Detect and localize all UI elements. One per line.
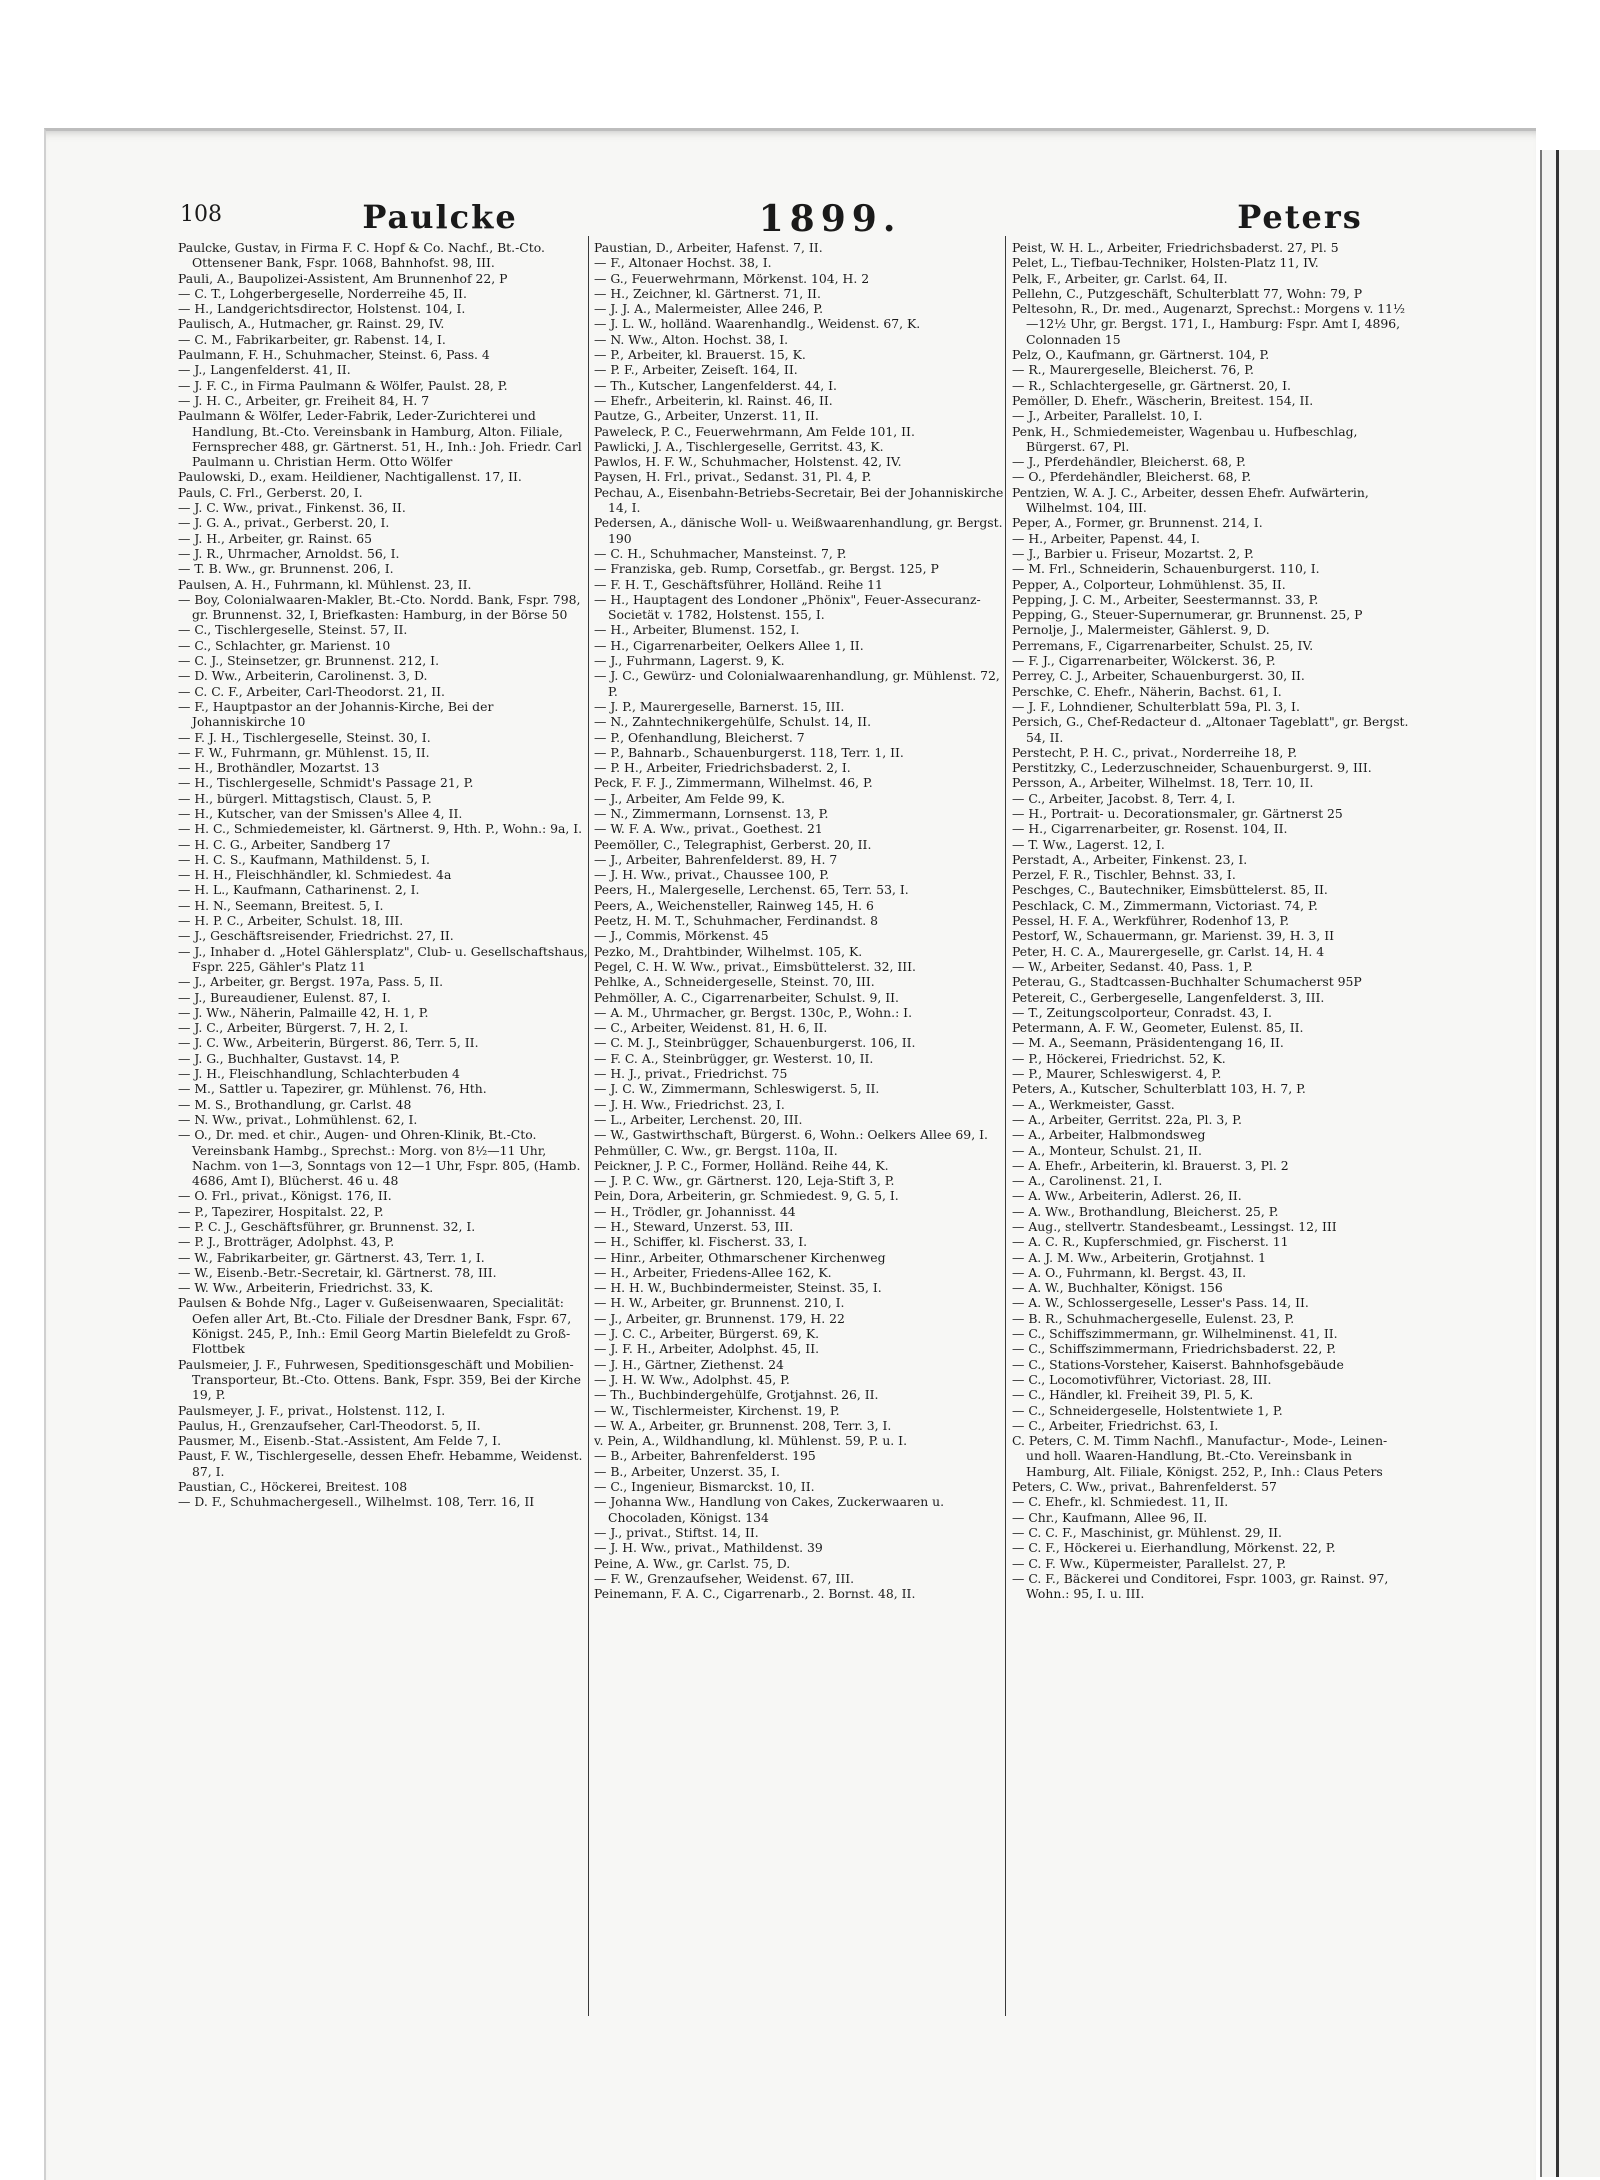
directory-entry: Peickner, J. P. C., Former, Holländ. Reihe 44, K. [594,1157,889,1173]
directory-entry: Peter, H. C. A., Maurergeselle, gr. Carlst. 14, H. 4 [1012,943,1325,959]
directory-entry: — H. H. W., Buchbindermeister, Steinst. 35, I. [594,1280,882,1296]
directory-entry: — H. C. S., Kaufmann, Mathildenst. 5, I. [178,851,430,867]
directory-entry: Paulmann & Wölfer, Leder-Fabrik, Leder-Zurichterei und Handlung, Bt.-Cto. Vereinsbank in Hamburg, Alton. Filiale, Fernsprecher 488, gr. Gärtnerst. 51, H., Inh.: Joh. Friedr. Carl Paulmann u. Christian Herm. Otto Wölfer [178,408,582,470]
directory-entry: — J. H., Gärtner, Ziethenst. 24 [594,1356,784,1372]
directory-entry: — G., Feuerwehrmann, Mörkenst. 104, H. 2 [594,270,870,286]
directory-entry: Pein, Dora, Arbeiterin, gr. Schmiedest. 9, G. 5, I. [594,1188,899,1204]
directory-entry: — J., Barbier u. Friseur, Mozartst. 2, P. [1012,545,1254,561]
directory-entry: — W., Tischlermeister, Kirchenst. 19, P. [594,1402,840,1418]
directory-entry: — H. C., Schmiedemeister, kl. Gärtnerst. 9, Hth. P., Wohn.: 9a, I. [178,821,583,837]
directory-entry: Peers, H., Malergeselle, Lerchenst. 65, Terr. 53, I. [594,882,909,898]
directory-entry: — H., Kutscher, van der Smissen's Allee 4, II. [178,805,463,821]
directory-entry: — Ehefr., Arbeiterin, kl. Rainst. 46, II. [594,392,833,408]
directory-entry: — J., Commis, Mörkenst. 45 [594,928,769,944]
directory-entry: Peemöller, C., Telegraphist, Gerberst. 20, II. [594,836,872,852]
directory-entry: — J. H., Arbeiter, gr. Rainst. 65 [178,530,372,546]
directory-entry: — J. P. C. Ww., gr. Gärtnerst. 120, Leja-Stift 3, P. [594,1173,895,1189]
directory-entry: — H., Arbeiter, Blumenst. 152, I. [594,622,800,638]
directory-entry: — C., Stations-Vorsteher, Kaiserst. Bahnhofsgebäude [1012,1356,1344,1372]
directory-entry: — H., bürgerl. Mittagstisch, Claust. 5, P. [178,790,432,806]
directory-entry: Peers, A., Weichensteller, Rainweg 145, H. 6 [594,897,874,913]
directory-entry: — C., Arbeiter, Jacobst. 8, Terr. 4, I. [1012,790,1236,806]
directory-entry: Paulsen, A. H., Fuhrmann, kl. Mühlenst. 23, II. [178,576,472,592]
directory-entry: — F. H. T., Geschäftsführer, Holländ. Reihe 11 [594,576,883,592]
directory-entry: — A. W., Schlossergeselle, Lesser's Pass. 14, II. [1012,1295,1309,1311]
directory-entry: Perremans, F., Cigarrenarbeiter, Schulst. 25, IV. [1012,637,1314,653]
directory-entry: — C., Locomotivführer, Victoriast. 28, III. [1012,1371,1272,1387]
directory-entry: Pehlke, A., Schneidergeselle, Steinst. 70, III. [594,974,875,990]
directory-entry: — Johanna Ww., Handlung von Cakes, Zuckerwaaren u. Chocoladen, Königst. 134 [594,1494,945,1525]
directory-entry: Paulowski, D., exam. Heildiener, Nachtigallenst. 17, II. [178,469,522,485]
directory-entry: — J., Inhaber d. „Hotel Gählersplatz", Club- u. Gesellschaftshaus, Fspr. 225, Gähler's Platz 11 [178,943,588,974]
directory-entry: — A. Ww., Arbeiterin, Adlerst. 26, II. [1012,1188,1242,1204]
directory-entry: — Th., Kutscher, Langenfelderst. 44, I. [594,377,837,393]
directory-entry: — J., Arbeiter, Bahrenfelderst. 89, H. 7 [594,851,838,867]
directory-entry: — P. J., Brotträger, Adolphst. 43, P. [178,1234,395,1250]
directory-entry: v. Pein, A., Wildhandlung, kl. Mühlenst. 59, P. u. I. [594,1433,908,1449]
directory-entry: Paulmann, F. H., Schuhmacher, Steinst. 6, Pass. 4 [178,347,490,363]
directory-entry: — P. F., Arbeiter, Zeiseſt. 164, II. [594,362,798,378]
directory-entry: Pessel, H. F. A., Werkführer, Rodenhof 13, P. [1012,913,1290,929]
directory-entry: — C., Tischlergeselle, Steinst. 57, II. [178,622,408,638]
directory-entry: — C. F., Höckerei u. Eierhandlung, Mörkenst. 22, P. [1012,1540,1336,1556]
directory-entry: — B. R., Schuhmachergeselle, Eulenst. 23, P. [1012,1310,1295,1326]
directory-entry: Peterau, G., Stadtcassen-Buchhalter Schumacherst 95P [1012,974,1362,990]
directory-entry: — W. F. A. Ww., privat., Goethest. 21 [594,821,823,837]
directory-entry: — J., Fuhrmann, Lagerst. 9, K. [594,653,785,669]
directory-entry: — P., Bahnarb., Schauenburgerst. 118, Terr. 1, II. [594,744,904,760]
directory-entry: — A., Monteur, Schulst. 21, II. [1012,1142,1202,1158]
directory-entry: — P., Tapezirer, Hospitalst. 22, P. [178,1203,384,1219]
directory-entry: — A. J. M. Ww., Arbeiterin, Grotjahnst. 1 [1012,1249,1266,1265]
directory-entry: — O. Frl., privat., Königst. 176, II. [178,1188,392,1204]
directory-entry: Peist, W. H. L., Arbeiter, Friedrichsbaderst. 27, Pl. 5 [1012,240,1339,255]
directory-entry: — C., Schlachter, gr. Marienst. 10 [178,637,391,653]
directory-entry: — B., Arbeiter, Unzerst. 35, I. [594,1463,780,1479]
directory-entry: — H. H., Fleischhändler, kl. Schmiedest. 4a [178,867,452,883]
directory-entry: Persson, A., Arbeiter, Wilhelmst. 18, Terr. 10, II. [1012,775,1314,791]
directory-entry: Peschlack, C. M., Zimmermann, Victoriast. 74, P. [1012,897,1318,913]
directory-entry: Peltesohn, R., Dr. med., Augenarzt, Sprechst.: Morgens v. 11½—12½ Uhr, gr. Bergst. 171, I., Hamburg: Fspr. Amt I, 4896, Colonnaden 15 [1012,301,1406,347]
directory-entry: — J. P., Maurergeselle, Barnerst. 15, III. [594,698,845,714]
directory-entry: Peters, A., Kutscher, Schulterblatt 103, H. 7, P. [1012,1081,1306,1097]
directory-entry: — J. H. Ww., privat., Chaussee 100, P. [594,867,830,883]
directory-entry: Pellehn, C., Putzgeschäft, Schulterblatt 77, Wohn: 79, P [1012,285,1363,301]
directory-entry: Perstecht, P. H. C., privat., Norderreihe 18, P. [1012,744,1298,760]
directory-entry: — H., Zeichner, kl. Gärtnerst. 71, II. [594,285,821,301]
directory-entry: — Aug., stellvertr. Standesbeamt., Lessingst. 12, III [1012,1219,1337,1234]
directory-entry: Pentzien, W. A. J. C., Arbeiter, dessen Ehefr. Aufwärterin, Wilhelmst. 104, III. [1012,484,1369,516]
directory-entry: Paysen, H. Frl., privat., Sedanst. 31, Pl. 4, P. [594,469,872,485]
directory-entry: Pelet, L., Tiefbau-Techniker, Holsten-Platz 11, IV. [1012,255,1319,271]
directory-entry: Pezko, M., Drahtbinder, Wilhelmst. 105, K. [594,943,863,959]
binding-edge [1556,150,1559,2177]
directory-entry: Pepping, J. C. M., Arbeiter, Seestermannst. 33, P. [1012,591,1319,607]
directory-entry: Pauli, A., Baupolizei-Assistent, Am Brunnenhof 22, P [178,270,508,286]
directory-entry: Pepper, A., Colporteur, Lohmühlenst. 35, II. [1012,576,1286,592]
directory-entry: — L., Arbeiter, Lerchenst. 20, III. [594,1111,803,1127]
directory-entry: — A. O., Fuhrmann, kl. Bergst. 43, II. [1012,1264,1247,1280]
directory-column-2 [594,240,1004,2020]
directory-entry: — H., Portrait- u. Decorationsmaler, gr. Gärtnerst 25 [1012,805,1343,821]
directory-entry: — J. H. C., Arbeiter, gr. Freiheit 84, H. 7 [178,392,430,408]
directory-entry: — C., Schiffszimmermann, Friedrichsbaderst. 22, P. [1012,1341,1336,1357]
directory-entry: — T. B. Ww., gr. Brunnenst. 206, I. [178,561,394,577]
page-number: 108 [180,202,222,227]
directory-entry: — J., Arbeiter, Parallelst. 10, I. [1012,408,1203,424]
directory-entry: — A., Werkmeister, Gasst. [1012,1096,1175,1112]
directory-entry: Pedersen, A., dänische Woll- u. Weißwaarenhandlung, gr. Bergst. 190 [594,515,1003,546]
directory-entry: — H. W., Arbeiter, gr. Brunnenst. 210, I. [594,1295,845,1311]
directory-entry: Peper, A., Former, gr. Brunnenst. 214, I. [1012,515,1263,531]
directory-entry: — H. P. C., Arbeiter, Schulst. 18, III. [178,913,404,929]
directory-entry: — H., Hauptagent des Londoner „Phönix", Feuer-Assecuranz-Societät v. 1782, Holstenst. 155, I. [594,591,981,623]
directory-entry: — H. J., privat., Friedrichst. 75 [594,1066,788,1082]
directory-entry: Paustian, D., Arbeiter, Hafenst. 7, II. [594,240,823,255]
directory-entry: — J., Arbeiter, gr. Brunnenst. 179, H. 22 [594,1310,845,1326]
directory-entry: — R., Maurergeselle, Bleicherst. 76, P. [1012,362,1254,378]
directory-entry: — R., Schlachtergeselle, gr. Gärtnerst. 20, I. [1012,377,1291,393]
directory-entry: Perstadt, A., Arbeiter, Finkenst. 23, I. [1012,851,1248,867]
directory-entry: — A., Carolinenst. 21, I. [1012,1173,1163,1189]
directory-entry: Paulsmeyer, J. F., privat., Holstenst. 112, I. [178,1402,446,1418]
directory-entry: — O., Dr. med. et chir., Augen- und Ohren-Klinik, Bt.-Cto. Vereinsbank Hambg., Sprechst.: Morg. von 8½—11 Uhr, Nachm. von 1—3, Sonntags von 12—1 Uhr, Fspr. 805, (Hamb. 4686, Amt I), Blücherst. 46 u. 48 [178,1127,581,1189]
directory-entry: — C., Ingenieur, Bismarckst. 10, II. [594,1479,815,1495]
directory-entry: — F., Hauptpastor an der Johannis-Kirche, Bei der Johanniskirche 10 [178,698,494,730]
directory-entry: — A., Arbeiter, Gerritst. 22a, Pl. 3, P. [1012,1111,1242,1127]
directory-entry: — J., Langenfelderst. 41, II. [178,362,351,378]
directory-entry: — D. Ww., Arbeiterin, Carolinenst. 3, D. [178,668,428,684]
directory-entry: Peinemann, F. A. C., Cigarrenarb., 2. Bornst. 48, II. [594,1586,916,1602]
directory-entry: — C., Arbeiter, Friedrichst. 63, I. [1012,1417,1219,1433]
directory-entry: — O., Pferdehändler, Bleicherst. 68, P. [1012,469,1252,485]
directory-entry: — H., Steward, Unzerst. 53, III. [594,1219,794,1234]
directory-entry: — C., Schneidergeselle, Holstentwiete 1, P. [1012,1402,1283,1418]
directory-entry: — H., Schiffer, kl. Fischerst. 33, I. [594,1234,808,1250]
directory-entry: — P., Maurer, Schleswigerst. 4, P. [1012,1066,1222,1082]
directory-entry: — H., Trödler, gr. Johannisst. 44 [594,1203,796,1219]
directory-entry: Petermann, A. F. W., Geometer, Eulenst. 85, II. [1012,1020,1304,1036]
directory-entry: — P., Höckerei, Friedrichst. 52, K. [1012,1050,1226,1066]
directory-entry: — A., Arbeiter, Halbmondsweg [1012,1127,1206,1143]
directory-entry: Pawlos, H. F. W., Schuhmacher, Holstenst. 42, IV. [594,454,902,470]
column-rule [1005,236,1006,2016]
directory-entry: — J. Ww., Näherin, Palmaille 42, H. 1, P. [178,1004,429,1020]
directory-entry: — Th., Buchbindergehülfe, Grotjahnst. 26, II. [594,1387,879,1403]
directory-entry: — T., Zeitungscolporteur, Conradst. 43, I. [1012,1004,1272,1020]
directory-entry: Pawlicki, J. A., Tischlergeselle, Gerritst. 43, K. [594,438,884,454]
directory-entry: — C. Ehefr., kl. Schmiedest. 11, II. [1012,1494,1229,1510]
directory-entry: — M. S., Brothandlung, gr. Carlst. 48 [178,1096,412,1112]
directory-entry: — C. M. J., Steinbrügger, Schauenburgerst. 106, II. [594,1035,916,1051]
year-heading: 1899. [758,198,902,240]
right-running-head: Peters [1237,198,1363,236]
directory-entry: — J. C. W., Zimmermann, Schleswigerst. 5, II. [594,1081,880,1097]
directory-entry: — J. C. C., Arbeiter, Bürgerst. 69, K. [594,1326,820,1342]
directory-entry: — F. J. H., Tischlergeselle, Steinst. 30, I. [178,729,431,745]
directory-entry: — P., Arbeiter, kl. Brauerst. 15, K. [594,347,806,363]
directory-entry: Pegel, C. H. W. Ww., privat., Eimsbüttelerst. 32, III. [594,958,916,974]
directory-entry: C. Peters, C. M. Timm Nachfl., Manufactur-, Mode-, Leinen- und holl. Waaren-Handlung, Bt.-Cto. Vereinsbank in Hamburg, Alt. Filiale, Königst. 252, P., Inh.: Claus Peters [1012,1433,1388,1479]
directory-entry: Perstitzky, C., Lederzuschneider, Schauenburgerst. 9, III. [1012,760,1372,776]
directory-entry: — C. F. Ww., Küpermeister, Parallelst. 27, P. [1012,1555,1287,1571]
directory-entry: — J., Arbeiter, Am Felde 99, K. [594,790,785,806]
directory-entry: — J. H. W. Ww., Adolphst. 45, P. [594,1371,790,1387]
directory-entry: — J. C., Arbeiter, Bürgerst. 7, H. 2, I. [178,1020,409,1036]
directory-entry: — C. H., Schuhmacher, Mansteinst. 7, P. [594,545,847,561]
directory-entry: — H. L., Kaufmann, Catharinenst. 2, I. [178,882,420,898]
directory-entry: — H., Arbeiter, Papenst. 44, I. [1012,530,1200,546]
directory-entry: — H., Tischlergeselle, Schmidt's Passage 21, P. [178,775,474,791]
directory-entry: Paulsen & Bohde Nfg., Lager v. Gußeisenwaaren, Specialität: Oefen aller Art, Bt.-Cto. Filiale der Dresdner Bank, Fspr. 67, Königst. 245, P., Inh.: Emil Georg Martin Bielefeldt zu Groß-Flottbek [178,1295,572,1357]
directory-entry: — C. M., Fabrikarbeiter, gr. Rabenst. 14, I. [178,331,446,347]
directory-entry: — N., Zimmermann, Lornsenst. 13, P. [594,805,829,821]
directory-entry: Perrey, C. J., Arbeiter, Schauenburgerst. 30, II. [1012,668,1305,684]
directory-entry: Paulus, H., Grenzaufseher, Carl-Theodorst. 5, II. [178,1417,481,1433]
directory-entry: Pehmüller, C. Ww., gr. Bergst. 110a, II. [594,1142,838,1158]
directory-entry: — P. C. J., Geschäftsführer, gr. Brunnenst. 32, I. [178,1219,476,1234]
directory-entry: — W. A., Arbeiter, gr. Brunnenst. 208, Terr. 3, I. [594,1417,892,1433]
directory-entry: Peine, A. Ww., gr. Carlst. 75, D. [594,1555,791,1571]
directory-entry: — H., Cigarrenarbeiter, gr. Rosenst. 104, II. [1012,821,1288,837]
directory-entry: Pautze, G., Arbeiter, Unzerst. 11, II. [594,408,819,424]
directory-entry: — J. R., Uhrmacher, Arnoldst. 56, I. [178,545,400,561]
directory-entry: Paweleck, P. C., Feuerwehrmann, Am Felde 101, II. [594,423,915,439]
directory-entry: Peters, C. Ww., privat., Bahrenfelderst. 57 [1012,1479,1277,1495]
directory-entry: Peetz, H. M. T., Schuhmacher, Ferdinandst. 8 [594,913,878,929]
directory-entry: — J. J. A., Malermeister, Allee 246, P. [594,301,824,317]
directory-entry: — M. Frl., Schneiderin, Schauenburgerst. 110, I. [1012,561,1320,577]
directory-entry: — A. W., Buchhalter, Königst. 156 [1012,1280,1223,1296]
directory-entry: — A. C. R., Kupferschmied, gr. Fischerst. 11 [1012,1234,1289,1250]
directory-entry: — A. Ehefr., Arbeiterin, kl. Brauerst. 3, Pl. 2 [1012,1157,1289,1173]
directory-entry: — F. J., Cigarrenarbeiter, Wölckerst. 36, P. [1012,653,1276,669]
directory-entry: — F. W., Fuhrmann, gr. Mühlenst. 15, II. [178,744,430,760]
directory-entry: — J. F. H., Arbeiter, Adolphst. 45, II. [594,1341,820,1357]
directory-entry: — J. H. Ww., Friedrichst. 23, I. [594,1096,785,1112]
directory-entry: — P., Ofenhandlung, Bleicherst. 7 [594,729,805,745]
directory-entry: Perschke, C. Ehefr., Näherin, Bachst. 61, I. [1012,683,1282,699]
directory-entry: — B., Arbeiter, Bahrenfelderst. 195 [594,1448,816,1464]
directory-entry: — J. C. Ww., Arbeiterin, Bürgerst. 86, Terr. 5, II. [178,1035,479,1051]
directory-entry: — N. Ww., privat., Lohmühlenst. 62, I. [178,1111,418,1127]
directory-entry: Penk, H., Schmiedemeister, Wagenbau u. Hufbeschlag, Bürgerst. 67, Pl. [1012,423,1358,454]
directory-entry: — W. Ww., Arbeiterin, Friedrichst. 33, K. [178,1280,434,1296]
directory-entry: — F. W., Grenzaufseher, Weidenst. 67, III. [594,1570,855,1586]
directory-entry: — J. G. A., privat., Gerberst. 20, I. [178,515,390,531]
directory-column-3 [1012,240,1412,2020]
directory-entry: Pepping, G., Steuer-Supernumerar, gr. Brunnenst. 25, P [1012,607,1363,623]
directory-entry: Persich, G., Chef-Redacteur d. „Altonaer Tageblatt", gr. Bergst. 54, II. [1012,714,1409,745]
directory-entry: — C. C. F., Arbeiter, Carl-Theodorst. 21, II. [178,683,445,699]
directory-entry: — M., Sattler u. Tapezirer, gr. Mühlenst. 76, Hth. [178,1081,487,1097]
directory-entry: — C. J., Steinsetzer, gr. Brunnenst. 212, I. [178,653,440,669]
directory-entry: — J. L. W., holländ. Waarenhandlg., Weidenst. 67, K. [594,316,921,332]
directory-entry: — W., Eisenb.-Betr.-Secretair, kl. Gärtnerst. 78, III. [178,1264,497,1280]
directory-entry: Paulcke, Gustav, in Firma F. C. Hopf & Co. Nachf., Bt.-Cto. Ottensener Bank, Fspr. 1068, Bahnhofst. 98, III. [178,240,545,271]
page-header [180,198,1450,240]
directory-entry: — J., Bureaudiener, Eulenst. 87, I. [178,989,391,1005]
directory-entry: Paust, F. W., Tischlergeselle, dessen Ehefr. Hebamme, Weidenst. 87, I. [178,1448,583,1479]
directory-entry: — Hinr., Arbeiter, Othmarschener Kirchenweg [594,1249,886,1265]
directory-entry: Paulsmeier, J. F., Fuhrwesen, Speditionsgeschäft und Mobilien-Transporteur, Bt.-Cto. Ottens. Bank, Fspr. 359, Bei der Kirche 19, P. [178,1356,581,1403]
directory-entry: Peck, F. F. J., Zimmermann, Wilhelmst. 46, P. [594,775,873,791]
directory-entry: — J. H., Fleischhandlung, Schlachterbuden 4 [178,1066,460,1082]
directory-entry: — C., Arbeiter, Weidenst. 81, H. 6, II. [594,1020,828,1036]
directory-entry: — D. F., Schuhmachergesell., Wilhelmst. 108, Terr. 16, II [178,1494,535,1510]
directory-entry: — Chr., Kaufmann, Allee 96, II. [1012,1509,1208,1525]
directory-entry: Paulisch, A., Hutmacher, gr. Rainst. 29, IV. [178,316,445,332]
directory-entry: Pelk, F., Arbeiter, gr. Carlst. 64, II. [1012,270,1228,286]
directory-entry: — H., Landgerichtsdirector, Holstenst. 104, I. [178,301,466,317]
directory-entry: — J. G., Buchhalter, Gustavst. 14, P. [178,1050,400,1066]
directory-entry: — J., privat., Stiftst. 14, II. [594,1524,759,1540]
directory-entry: — C. T., Lohgerbergeselle, Norderreihe 45, II. [178,285,467,301]
directory-entry: — W., Fabrikarbeiter, gr. Gärtnerst. 43, Terr. 1, I. [178,1249,485,1265]
directory-entry: — J., Pferdehändler, Bleicherst. 68, P. [1012,454,1246,470]
directory-entry: — T. Ww., Lagerst. 12, I. [1012,836,1165,852]
directory-entry: — A. M., Uhrmacher, gr. Bergst. 130c, P., Wohn.: I. [594,1004,913,1020]
directory-entry: — J. C. Ww., privat., Finkenst. 36, II. [178,500,406,516]
directory-entry: — J. H. Ww., privat., Mathildenst. 39 [594,1540,823,1556]
directory-entry: — H. N., Seemann, Breitest. 5, I. [178,897,384,913]
left-running-head: Paulcke [362,198,518,236]
directory-entry: — M. A., Seemann, Präsidentengang 16, II. [1012,1035,1284,1051]
directory-entry: — C., Händler, kl. Freiheit 39, Pl. 5, K. [1012,1387,1254,1403]
directory-entry: — C. F., Bäckerei und Conditorei, Fspr. 1003, gr. Rainst. 97, Wohn.: 95, I. u. III. [1012,1570,1389,1602]
directory-entry: — A. Ww., Brothandlung, Bleicherst. 25, P. [1012,1203,1279,1219]
directory-entry: — C. C. F., Maschinist, gr. Mühlenst. 29, II. [1012,1524,1282,1540]
directory-entry: — J. F. C., in Firma Paulmann & Wölfer, Paulst. 28, P. [178,377,508,393]
directory-entry: — P. H., Arbeiter, Friedrichsbaderst. 2, I. [594,760,851,776]
directory-entry: Peschges, C., Bautechniker, Eimsbüttelerst. 85, II. [1012,882,1328,898]
directory-entry: Pechau, A., Eisenbahn-Betriebs-Secretair, Bei der Johanniskirche 14, I. [594,484,1004,516]
directory-entry: — F. C. A., Steinbrügger, gr. Westerst. 10, II. [594,1050,874,1066]
directory-entry: — J., Arbeiter, gr. Bergst. 197a, Pass. 5, II. [178,974,444,990]
directory-entry: — C., Schiffszimmermann, gr. Wilhelminenst. 41, II. [1012,1326,1338,1342]
directory-entry: Pauls, C. Frl., Gerberst. 20, I. [178,484,363,500]
column-rule [588,236,589,2016]
directory-entry: — Boy, Colonialwaaren-Makler, Bt.-Cto. Nordd. Bank, Fspr. 798, gr. Brunnenst. 32, I, Briefkasten: Hamburg, in der Börse 50 [178,591,581,623]
directory-entry: — Franziska, geb. Rump, Corsetfab., gr. Bergst. 125, P [594,561,939,577]
directory-entry: — J. C., Gewürz- und Colonialwaarenhandlung, gr. Mühlenst. 72, P. [594,668,1000,699]
directory-entry: — F., Altonaer Hochst. 38, I. [594,255,772,271]
directory-entry: — W., Arbeiter, Sedanst. 40, Pass. 1, P. [1012,958,1253,974]
directory-entry: Perzel, F. R., Tischler, Behnst. 33, I. [1012,867,1236,883]
directory-entry: — H., Brothändler, Mozartst. 13 [178,760,380,776]
directory-entry: Paustian, C., Höckerei, Breitest. 108 [178,1479,408,1495]
directory-entry: Pehmöller, A. C., Cigarrenarbeiter, Schulst. 9, II. [594,989,899,1005]
directory-entry: — J., Geschäftsreisender, Friedrichst. 27, II. [178,928,454,944]
directory-entry: — H., Cigarrenarbeiter, Oelkers Allee 1, II. [594,637,864,653]
facing-page-edge [1540,150,1600,2177]
directory-entry: — N., Zahntechnikergehülfe, Schulst. 14, II. [594,714,872,730]
directory-entry: — H. C. G., Arbeiter, Sandberg 17 [178,836,391,852]
directory-entry: — H., Arbeiter, Friedens-Allee 162, K. [594,1264,832,1280]
directory-entry: Pestorf, W., Schauermann, gr. Marienst. 39, H. 3, II [1012,928,1334,944]
directory-entry: — N. Ww., Alton. Hochst. 38, I. [594,331,789,347]
directory-entry: — J. F., Lohndiener, Schulterblatt 59a, Pl. 3, I. [1012,698,1300,714]
directory-entry: — W., Gastwirthschaft, Bürgerst. 6, Wohn.: Oelkers Allee 69, I. [594,1127,988,1143]
directory-entry: Pausmer, M., Eisenb.-Stat.-Assistent, Am Felde 7, I. [178,1433,502,1449]
directory-entry: Pelz, O., Kaufmann, gr. Gärtnerst. 104, P. [1012,347,1270,363]
directory-entry: Pernolje, J., Malermeister, Gählerst. 9, D. [1012,622,1270,638]
directory-entry: Petereit, C., Gerbergeselle, Langenfelderst. 3, III. [1012,989,1325,1005]
directory-entry: Pemöller, D. Ehefr., Wäscherin, Breitest. 154, II. [1012,392,1314,408]
directory-column-1 [178,240,588,2020]
